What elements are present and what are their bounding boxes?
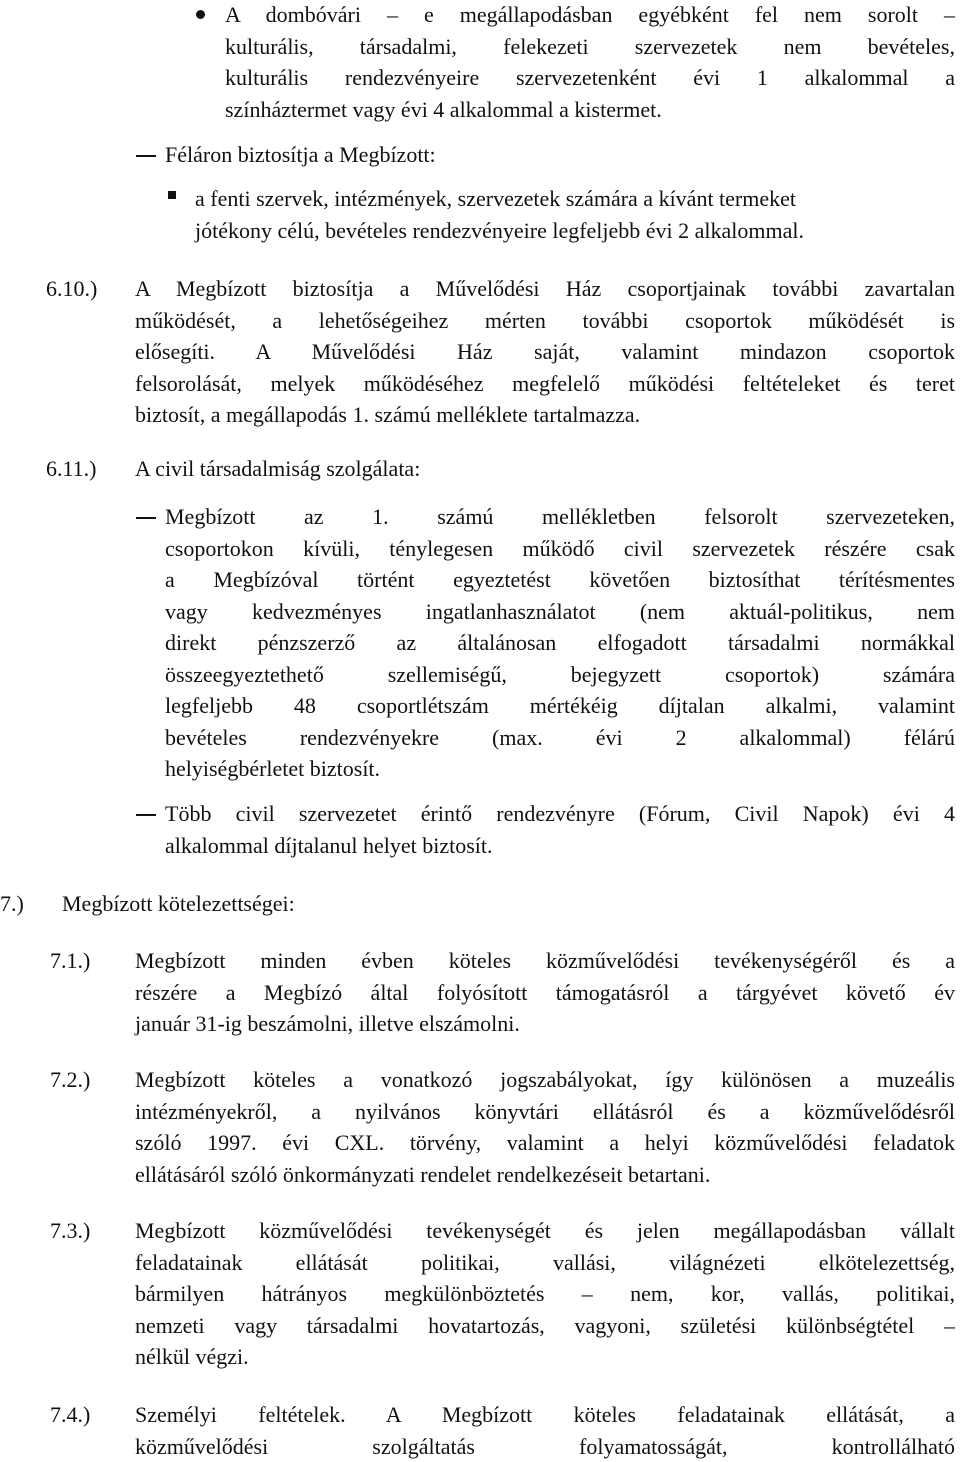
text-line: csoportokon kívüli, ténylegesen működő civil szervezetek részére csak <box>165 535 955 561</box>
text-line: Több civil szervezetet érintő rendezvényre (Fórum, Civil Napok) évi 4 <box>165 801 955 826</box>
square-bullet-icon <box>168 191 176 199</box>
text-line: bármilyen hátrányos megkülönböztetés – nem, kor, vallás, politikai, <box>135 1281 955 1306</box>
text-line: január 31-ig beszámolni, illetve elszámolni. <box>135 1011 520 1036</box>
text-line: szóló 1997. évi CXL. törvény, valamint a helyi közművelődési feladatok <box>135 1130 955 1155</box>
section-number: 7.4.) <box>50 1402 91 1427</box>
text-line: Megbízott az 1. számú mellékletben felsorolt szervezeteken, <box>165 504 955 529</box>
section-7-4-paragraph <box>135 1399 955 1462</box>
half-price-heading: Féláron biztosítja a Megbízott: <box>165 142 436 167</box>
section-title: Megbízott kötelezettségei: <box>62 891 295 916</box>
text-line: nemzeti vagy társadalmi hovatartozás, vagyoni, születési különbségtétel – <box>135 1312 955 1338</box>
text-line: kulturális, társadalmi, felekezeti szervezetek nem bevételes, <box>225 33 955 59</box>
text-line: Megbízott minden évben köteles közművelődési tevékenységéről és a <box>135 948 955 973</box>
half-price-item <box>195 183 960 246</box>
section-number: 7.1.) <box>50 948 91 973</box>
civil-item-1 <box>165 501 955 785</box>
text-line: Megbízott közművelődési tevékenységét és jelen megállapodásban vállalt <box>135 1218 955 1243</box>
dash-icon <box>136 814 156 816</box>
text-line: Megbízott köteles a vonatkozó jogszabályokat, így különösen a muzeális <box>135 1067 955 1092</box>
text-line: intézményekről, a nyilvános könyvtári ellátásról és a közművelődésről <box>135 1098 955 1124</box>
section-title: A civil társadalmiság szolgálata: <box>135 456 421 481</box>
text-line: bevételes rendezvényekre (max. évi 2 alkalommal) félárú <box>165 724 955 750</box>
text-line: A Megbízott biztosítja a Művelődési Ház csoportjainak további zavartalan <box>135 276 955 301</box>
section-7-2-paragraph <box>135 1064 955 1190</box>
text-line: elősegíti. A Művelődési Ház saját, valamint mindazon csoportok <box>135 339 955 364</box>
text-line: összeegyeztethető szellemiségű, bejegyzett csoportok) számára <box>165 661 955 687</box>
text-line: nélkül végzi. <box>135 1344 249 1369</box>
section-7-1-paragraph <box>135 945 955 1040</box>
section-number: 6.10.) <box>46 276 98 301</box>
text-line: a fenti szervek, intézmények, szervezetek számára a kívánt termeket <box>195 186 797 211</box>
section-7-3-paragraph <box>135 1215 955 1373</box>
text-line: jótékony célú, bevételes rendezvényeire legfeljebb évi 2 alkalommal. <box>195 217 805 243</box>
text-line: felsorolását, melyek működéséhez megfelelő működési feltételeket és teret <box>135 370 955 396</box>
section-number: 7.) <box>0 891 24 916</box>
bullet-paragraph <box>225 0 955 125</box>
dash-icon <box>136 155 156 157</box>
text-line: biztosít, a megállapodás 1. számú melléklete tartalmazza. <box>135 402 641 427</box>
text-line: működését, a lehetőségeihez mérten további csoportok működését is <box>135 307 955 333</box>
text-line: direkt pénzszerző az általánosan elfogadott társadalmi normákkal <box>165 630 955 655</box>
text-line: közművelődési szolgáltatás folyamatosságát, kontrollálható <box>135 1433 955 1459</box>
dash-icon <box>136 517 156 519</box>
text-line: alkalommal díjtalanul helyet biztosít. <box>165 832 493 858</box>
civil-item-2 <box>165 798 955 861</box>
section-number: 6.11.) <box>46 456 97 481</box>
text-line: feladatainak ellátását politikai, vallási, világnézeti elkötelezettség, <box>135 1249 955 1275</box>
bullet-icon <box>196 10 205 19</box>
text-line: legfeljebb 48 csoportlétszám mértékéig díjtalan alkalmi, valamint <box>165 693 955 718</box>
text-line: részére a Megbízó által folyósított támogatásról a tárgyévet követő év <box>135 979 955 1005</box>
text-line: színháztermet vagy évi 4 alkalommal a kistermet. <box>225 96 662 122</box>
section-6-10-paragraph <box>135 273 955 431</box>
section-number: 7.2.) <box>50 1067 91 1092</box>
text-line: Személyi feltételek. A Megbízott köteles feladatainak ellátását, a <box>135 1402 955 1427</box>
text-line: a Megbízóval történt egyeztetést követően biztosíthat térítésmentes <box>165 567 955 592</box>
text-line: kulturális rendezvényeire szervezetenként évi 1 alkalommal a <box>225 65 955 90</box>
text-line: helyiségbérletet biztosít. <box>165 756 381 781</box>
text-line: vagy kedvezményes ingatlanhasználatot (nem aktuál-politikus, nem <box>165 598 955 624</box>
text-line: A dombóvári – e megállapodásban egyébként fel nem sorolt – <box>225 2 955 27</box>
text-line: ellátásáról szóló önkormányzati rendelet rendelkezéseit betartani. <box>135 1161 711 1187</box>
section-number: 7.3.) <box>50 1218 91 1243</box>
